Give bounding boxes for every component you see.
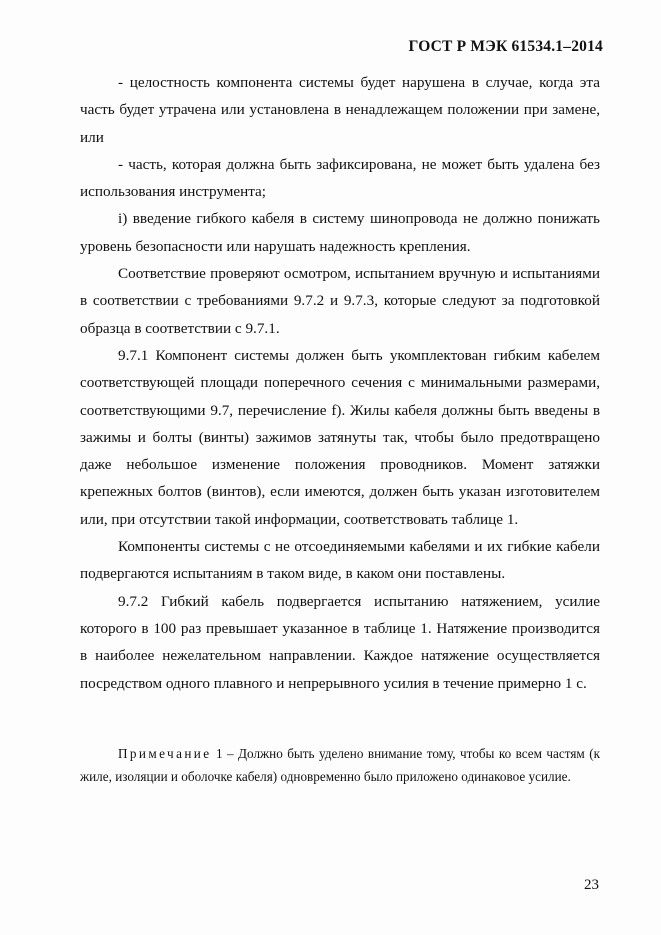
paragraph-integrity: - целостность компонента системы будет нарушена в случае, когда эта часть будет утрачена или установлена в ненадлежащем положении при замене, или <box>80 74 600 146</box>
note-number: 1 <box>215 746 223 761</box>
standard-header: ГОСТ Р МЭК 61534.1–2014 <box>408 38 603 55</box>
paragraph-9-7-1: 9.7.1 Компонент системы должен быть укомплектован гибким кабелем соответствующей площади поперечного сечения с минимальными размерами, соответствующими 9.7, перечисление f). Жилы кабеля должны быть введены в зажимы и болты (винты) зажимов затянуты так, чтобы было предотвращено даже небольшое изменение положения проводников. Момент затяжки крепежных болтов (винтов), если имеются, должен быть указан изготовителем или, при отсутствии такой информации, соответствовать таблице 1. <box>80 346 600 528</box>
paragraph-compliance: Соответствие проверяют осмотром, испытанием вручную и испытаниями в соответствии с требованиями 9.7.2 и 9.7.3, которые следуют за подготовкой образца в соответствии с 9.7.1. <box>80 265 600 337</box>
page-number: 23 <box>584 877 599 893</box>
note-label: Примечание <box>118 746 212 761</box>
paragraph-non-detachable: Компоненты системы с не отсоединяемыми кабелями и их гибкие кабели подвергаются испытаниям в таком виде, в каком они поставлены. <box>80 538 600 583</box>
note-paragraph <box>80 742 600 788</box>
paragraph-9-7-2: 9.7.2 Гибкий кабель подвергается испытанию натяжением, усилие которого в 100 раз превышает указанное в таблице 1. Натяжение производится в наиболее нежелательном направлении. Каждое натяжение осуществляется посредством одного плавного и непрерывного усилия в течение примерно 1 с. <box>80 592 600 692</box>
note-text: – Должно быть уделено внимание тому, чтобы ко всем частям (к жиле, изоляции и оболочке кабеля) одновременно было приложено одинаковое усилие. <box>80 746 601 784</box>
body-text <box>80 69 600 697</box>
note-block <box>80 742 600 788</box>
paragraph-fixed-part: - часть, которая должна быть зафиксирована, не может быть удалена без использования инструмента; <box>80 155 600 201</box>
paragraph-item-i: i) введение гибкого кабеля в систему шинопровода не должно понижать уровень безопасности или нарушать надежность крепления. <box>80 210 600 255</box>
